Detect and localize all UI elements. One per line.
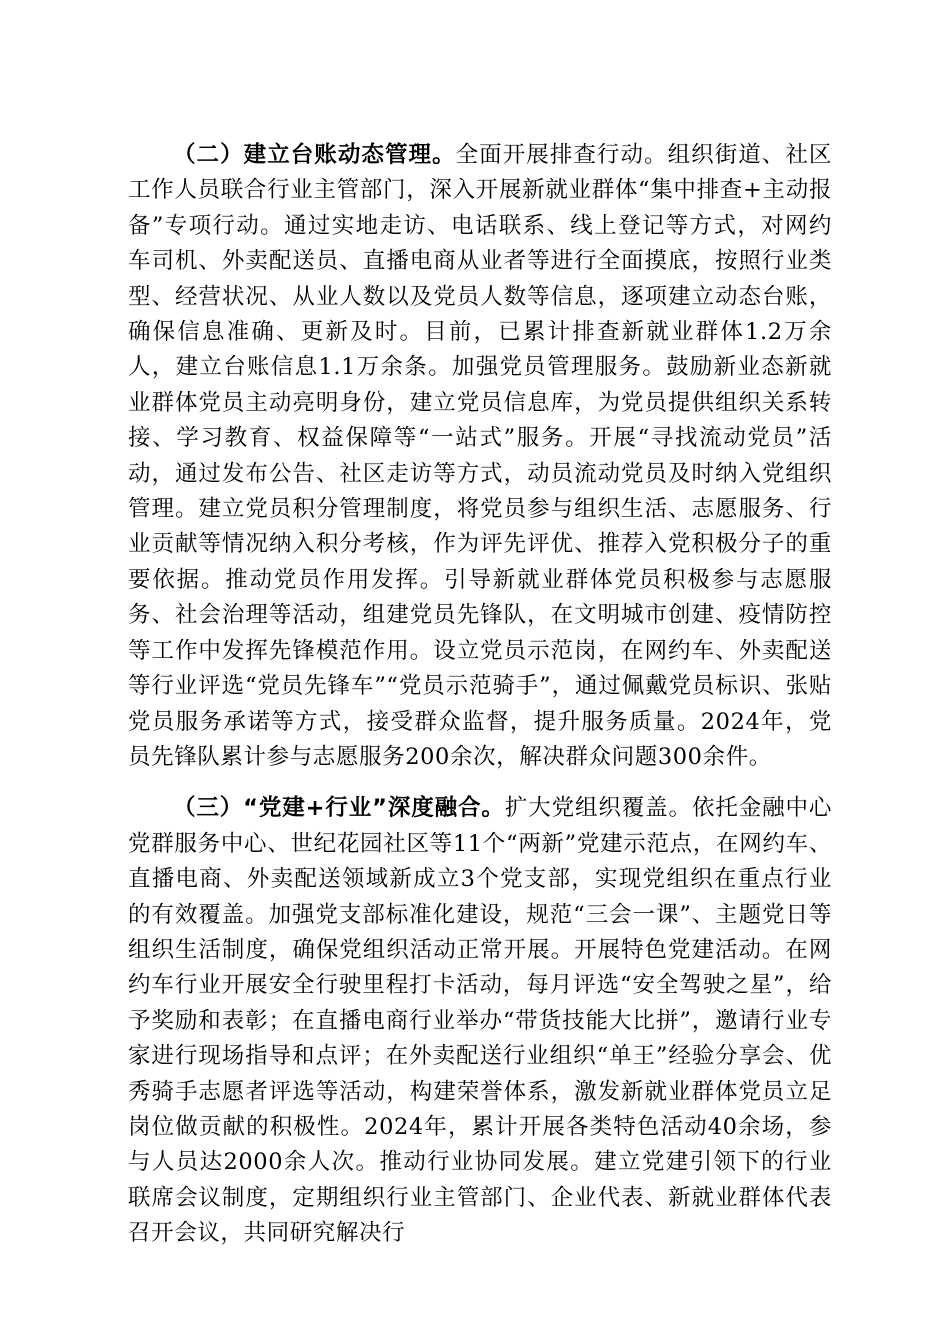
paragraph-body-two: 全面开展排查行动。组织街道、社区工作人员联合行业主管部门，深入开展新就业群体“集中排查+主动报备”专项行动。通过实地走访、电话联系、线上登记等方式，对网约车司机、外卖配送员、直播电商从业者等进行全面摸底，按照行业类型、经营状况、从业人数以及党员人数等信息，逐项建立动态台账，确保信息准确、更新及时。目前，已累计排查新就业群体1.2万余人，建立台账信息1.1万余条。加强党员管理服务。鼓励新业态新就业群体党员主动亮明身份，建立党员信息库，为党员提供组织关系转接、学习教育、权益保障等“一站式”服务。开展“寻找流动党员”活动，通过发布公告、社区走访等方式，动员流动党员及时纳入党组织管理。建立党员积分管理制度，将党员参与组织生活、志愿服务、行业贡献等情况纳入积分考核，作为评先评优、推荐入党积极分子的重要依据。推动党员作用发挥。引导新就业群体党员积极参与志愿服务、社会治理等活动，组建党员先锋队，在文明城市创建、疫情防控等工作中发挥先锋模范作用。设立党员示范岗，在网约车、外卖配送等行业评选“党员先锋车”“党员示范骑手”，通过佩戴党员标识、张贴党员服务承诺等方式，接受群众监督，提升服务质量。2024年，党员先锋队累计参与志愿服务200余次，解决群众问题300余件。 xyxy=(128,142,832,770)
section-heading-three: （三）“党建+行业”深度融合。 xyxy=(173,795,505,822)
document-body xyxy=(128,138,832,1252)
paragraph-party-industry-integration xyxy=(128,791,832,1251)
paragraph-ledger-management xyxy=(128,138,832,775)
section-heading-two: （二）建立台账动态管理。 xyxy=(173,142,456,168)
paragraph-body-three: 扩大党组织覆盖。依托金融中心党群服务中心、世纪花园社区等11个“两新”党建示范点，在网约车、直播电商、外卖配送领域新成立3个党支部，实现党组织在重点行业的有效覆盖。加强党支部标准化建设，规范“三会一课”、主题党日等组织生活制度，确保党组织活动正常开展。开展特色党建活动。在网约车行业开展安全行驶里程打卡活动，每月评选“安全驾驶之星”，给予奖励和表彰；在直播电商行业举办“带货技能大比拼”，邀请行业专家进行现场指导和点评；在外卖配送行业组织“单王”经验分享会、优秀骑手志愿者评选等活动，构建荣誉体系，激发新就业群体党员立足岗位做贡献的积极性。2024年，累计开展各类特色活动40余场，参与人员达2000余人次。推动行业协同发展。建立党建引领下的行业联席会议制度，定期组织行业主管部门、企业代表、新就业群体代表召开会议，共同研究解决行 xyxy=(128,795,832,1247)
